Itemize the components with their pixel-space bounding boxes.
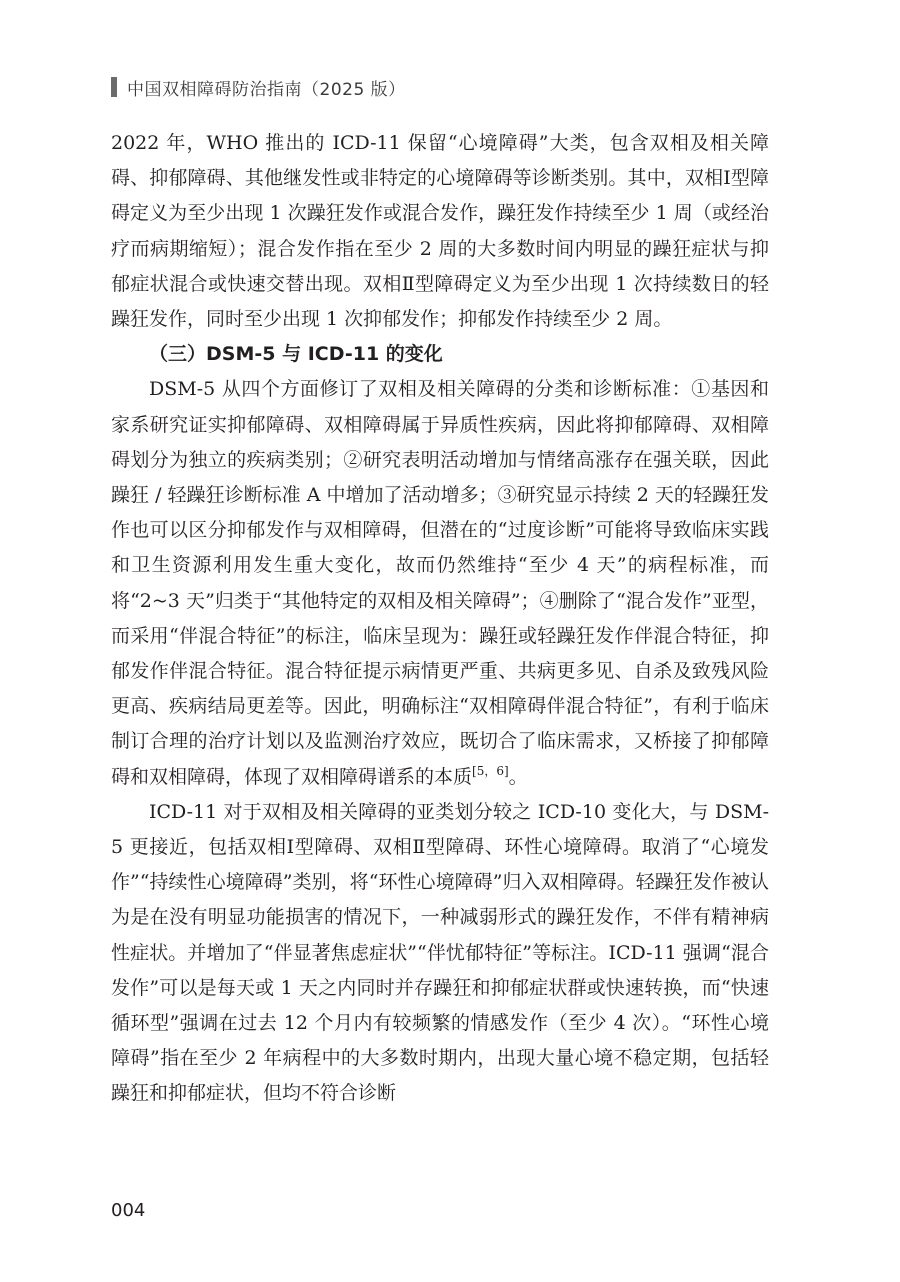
page-body: [111, 126, 769, 1112]
page-number: 004: [111, 1200, 146, 1221]
section-heading: （三）DSM-5 与 ICD-11 的变化: [149, 343, 443, 366]
header-marker-bar: [111, 77, 117, 97]
paragraph-dsm5-changes: [111, 372, 769, 794]
paragraph-icd11-subtypes: ICD-11 对于双相及相关障碍的亚类划分较之 ICD-10 变化大，与 DSM-5 更接近，包括双相Ⅰ型障碍、双相Ⅱ型障碍、环性心境障碍。取消了“心境发作”“持续性心境障碍”类别，将“环性心境障碍”归入双相障碍。轻躁狂发作被认为是在没有明显功能损害的情况下，一种减弱形式的躁狂发作，不伴有精神病性症状。并增加了“伴显著焦虑症状”“伴忧郁特征”等标注。ICD-11 强调“混合发作”可以是每天或 1 天之内同时并存躁狂和抑郁症状群或快速转换，而“快速循环型”强调在过去 12 个月内有较频繁的情感发作（至少 4 次）。“环性心境障碍”指在至少 2 年病程中的大多数时期内，出现大量心境不稳定期，包括轻躁狂和抑郁症状，但均不符合诊断: [111, 800, 769, 1105]
citation-reference: [5，6]: [472, 763, 509, 778]
paragraph-icd11-overview: 2022 年，WHO 推出的 ICD-11 保留“心境障碍”大类，包含双相及相关障碍、抑郁障碍、其他继发性或非特定的心境障碍等诊断类别。其中，双相Ⅰ型障碍定义为至少出现 1 次躁狂发作或混合发作，躁狂发作持续至少 1 周（或经治疗而病期缩短）；混合发作指在至少 2 周的大多数时间内明显的躁狂症状与抑郁症状混合或快速交替出现。双相Ⅱ型障碍定义为至少出现 1 次持续数日的轻躁狂发作，同时至少出现 1 次抑郁发作；抑郁发作持续至少 2 周。: [111, 132, 769, 331]
paragraph-dsm5-text: DSM-5 从四个方面修订了双相及相关障碍的分类和诊断标准：①基因和家系研究证实抑郁障碍、双相障碍属于异质性疾病，因此将抑郁障碍、双相障碍划分为独立的疾病类别；②研究表明活动增加与情绪高涨存在强关联，因此躁狂 / 轻躁狂诊断标准 A 中增加了活动增多；③研究显示持续 2 天的轻躁狂发作也可以区分抑郁发作与双相障碍，但潜在的“过度诊断”可能将导致临床实践和卫生资源利用发生重大变化，故而仍然维持“至少 4 天”的病程标准，而将“2~3 天”归类于“其他特定的双相及相关障碍”；④删除了“混合发作”亚型，而采用“伴混合特征”的标注，临床呈现为：躁狂或轻躁狂发作伴混合特征，抑郁发作伴混合特征。混合特征提示病情更严重、共病更多见、自杀及致残风险更高、疾病结局更差等。因此，明确标注“双相障碍伴混合特征”，有利于临床制订合理的治疗计划以及监测治疗效应，既切合了临床需求，又桥接了抑郁障碍和双相障碍，体现了双相障碍谱系的本质: [111, 378, 769, 788]
running-header: [111, 74, 406, 100]
paragraph-dsm5-end: 。: [508, 765, 528, 788]
book-title: 中国双相障碍防治指南（2025 版）: [127, 79, 406, 100]
